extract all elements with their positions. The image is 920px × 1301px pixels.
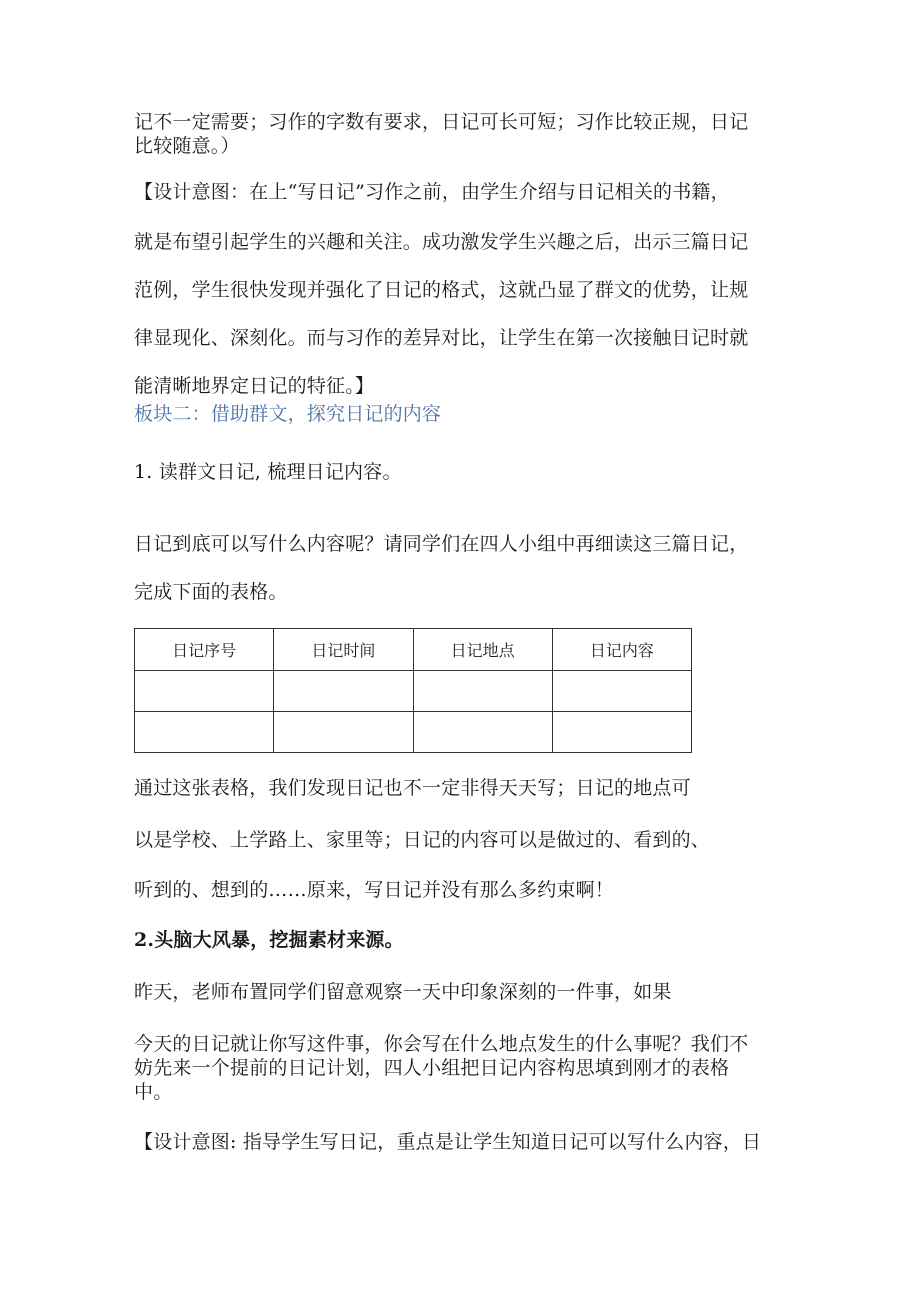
design-intent-line: 【设计意图: 指导学生写日记，重点是让学生知道日记可以写什么内容，日 bbox=[134, 1131, 762, 1153]
table-row bbox=[135, 671, 692, 712]
paragraph-line: 听到的、想到的……原来，写日记并没有那么多约束啊！ bbox=[134, 879, 615, 901]
table-cell bbox=[413, 712, 552, 753]
table-cell bbox=[552, 671, 691, 712]
table-header-row bbox=[135, 629, 692, 671]
design-intent-line: 范例，学生很快发现并强化了日记的格式，这就凸显了群文的优势，让规 bbox=[134, 279, 749, 301]
paragraph-line: 完成下面的表格。 bbox=[134, 581, 288, 603]
numbered-item: 1. 读群文日记, 梳理日记内容。 bbox=[134, 461, 402, 483]
header-diary-time: 日记时间 bbox=[274, 629, 413, 671]
table-cell bbox=[552, 712, 691, 753]
table-cell bbox=[274, 671, 413, 712]
design-intent-line: 【设计意图：在上“写日记”习作之前，由学生介绍与日记相关的书籍， bbox=[134, 181, 730, 203]
paragraph-line: 中。 bbox=[134, 1081, 173, 1103]
table-row bbox=[135, 712, 692, 753]
paragraph-line: 今天的日记就让你写这件事，你会写在什么地点发生的什么事呢？我们不 bbox=[134, 1033, 749, 1055]
header-diary-content: 日记内容 bbox=[552, 629, 691, 671]
table-cell bbox=[135, 712, 274, 753]
design-intent-line: 就是布望引起学生的兴趣和关注。成功激发学生兴趣之后，出示三篇日记 bbox=[134, 231, 749, 253]
paragraph-line: 日记到底可以写什么内容呢？请同学们在四人小组中再细读这三篇日记， bbox=[134, 533, 749, 555]
paragraph-line: 妨先来一个提前的日记计划，四人小组把日记内容构思填到刚才的表格 bbox=[134, 1057, 730, 1079]
paragraph-line: 昨天，老师布置同学们留意观察一天中印象深刻的一件事，如果 bbox=[134, 981, 672, 1003]
numbered-item: 2.头脑大风暴，挖掘素材来源。 bbox=[134, 929, 404, 951]
table-cell bbox=[413, 671, 552, 712]
paragraph-line: 以是学校、上学路上、家里等；日记的内容可以是做过的、看到的、 bbox=[134, 829, 711, 851]
table-cell bbox=[135, 671, 274, 712]
paragraph-line: 记不一定需要；习作的字数有要求，日记可长可短；习作比较正规，日记 bbox=[134, 111, 749, 133]
header-diary-place: 日记地点 bbox=[413, 629, 552, 671]
table-cell bbox=[274, 712, 413, 753]
paragraph-line: 比较随意。） bbox=[134, 135, 240, 157]
design-intent-line: 律显现化、深刻化。而与习作的差异对比，让学生在第一次接触日记时就 bbox=[134, 327, 749, 349]
diary-table bbox=[134, 628, 692, 753]
header-diary-number: 日记序号 bbox=[135, 629, 274, 671]
paragraph-line: 通过这张表格，我们发现日记也不一定非得天天写；日记的地点可 bbox=[134, 777, 691, 799]
design-intent-line: 能清晰地界定日记的特征。】 bbox=[134, 375, 375, 397]
section-heading: 板块二：借助群文，探究日记的内容 bbox=[134, 403, 442, 425]
